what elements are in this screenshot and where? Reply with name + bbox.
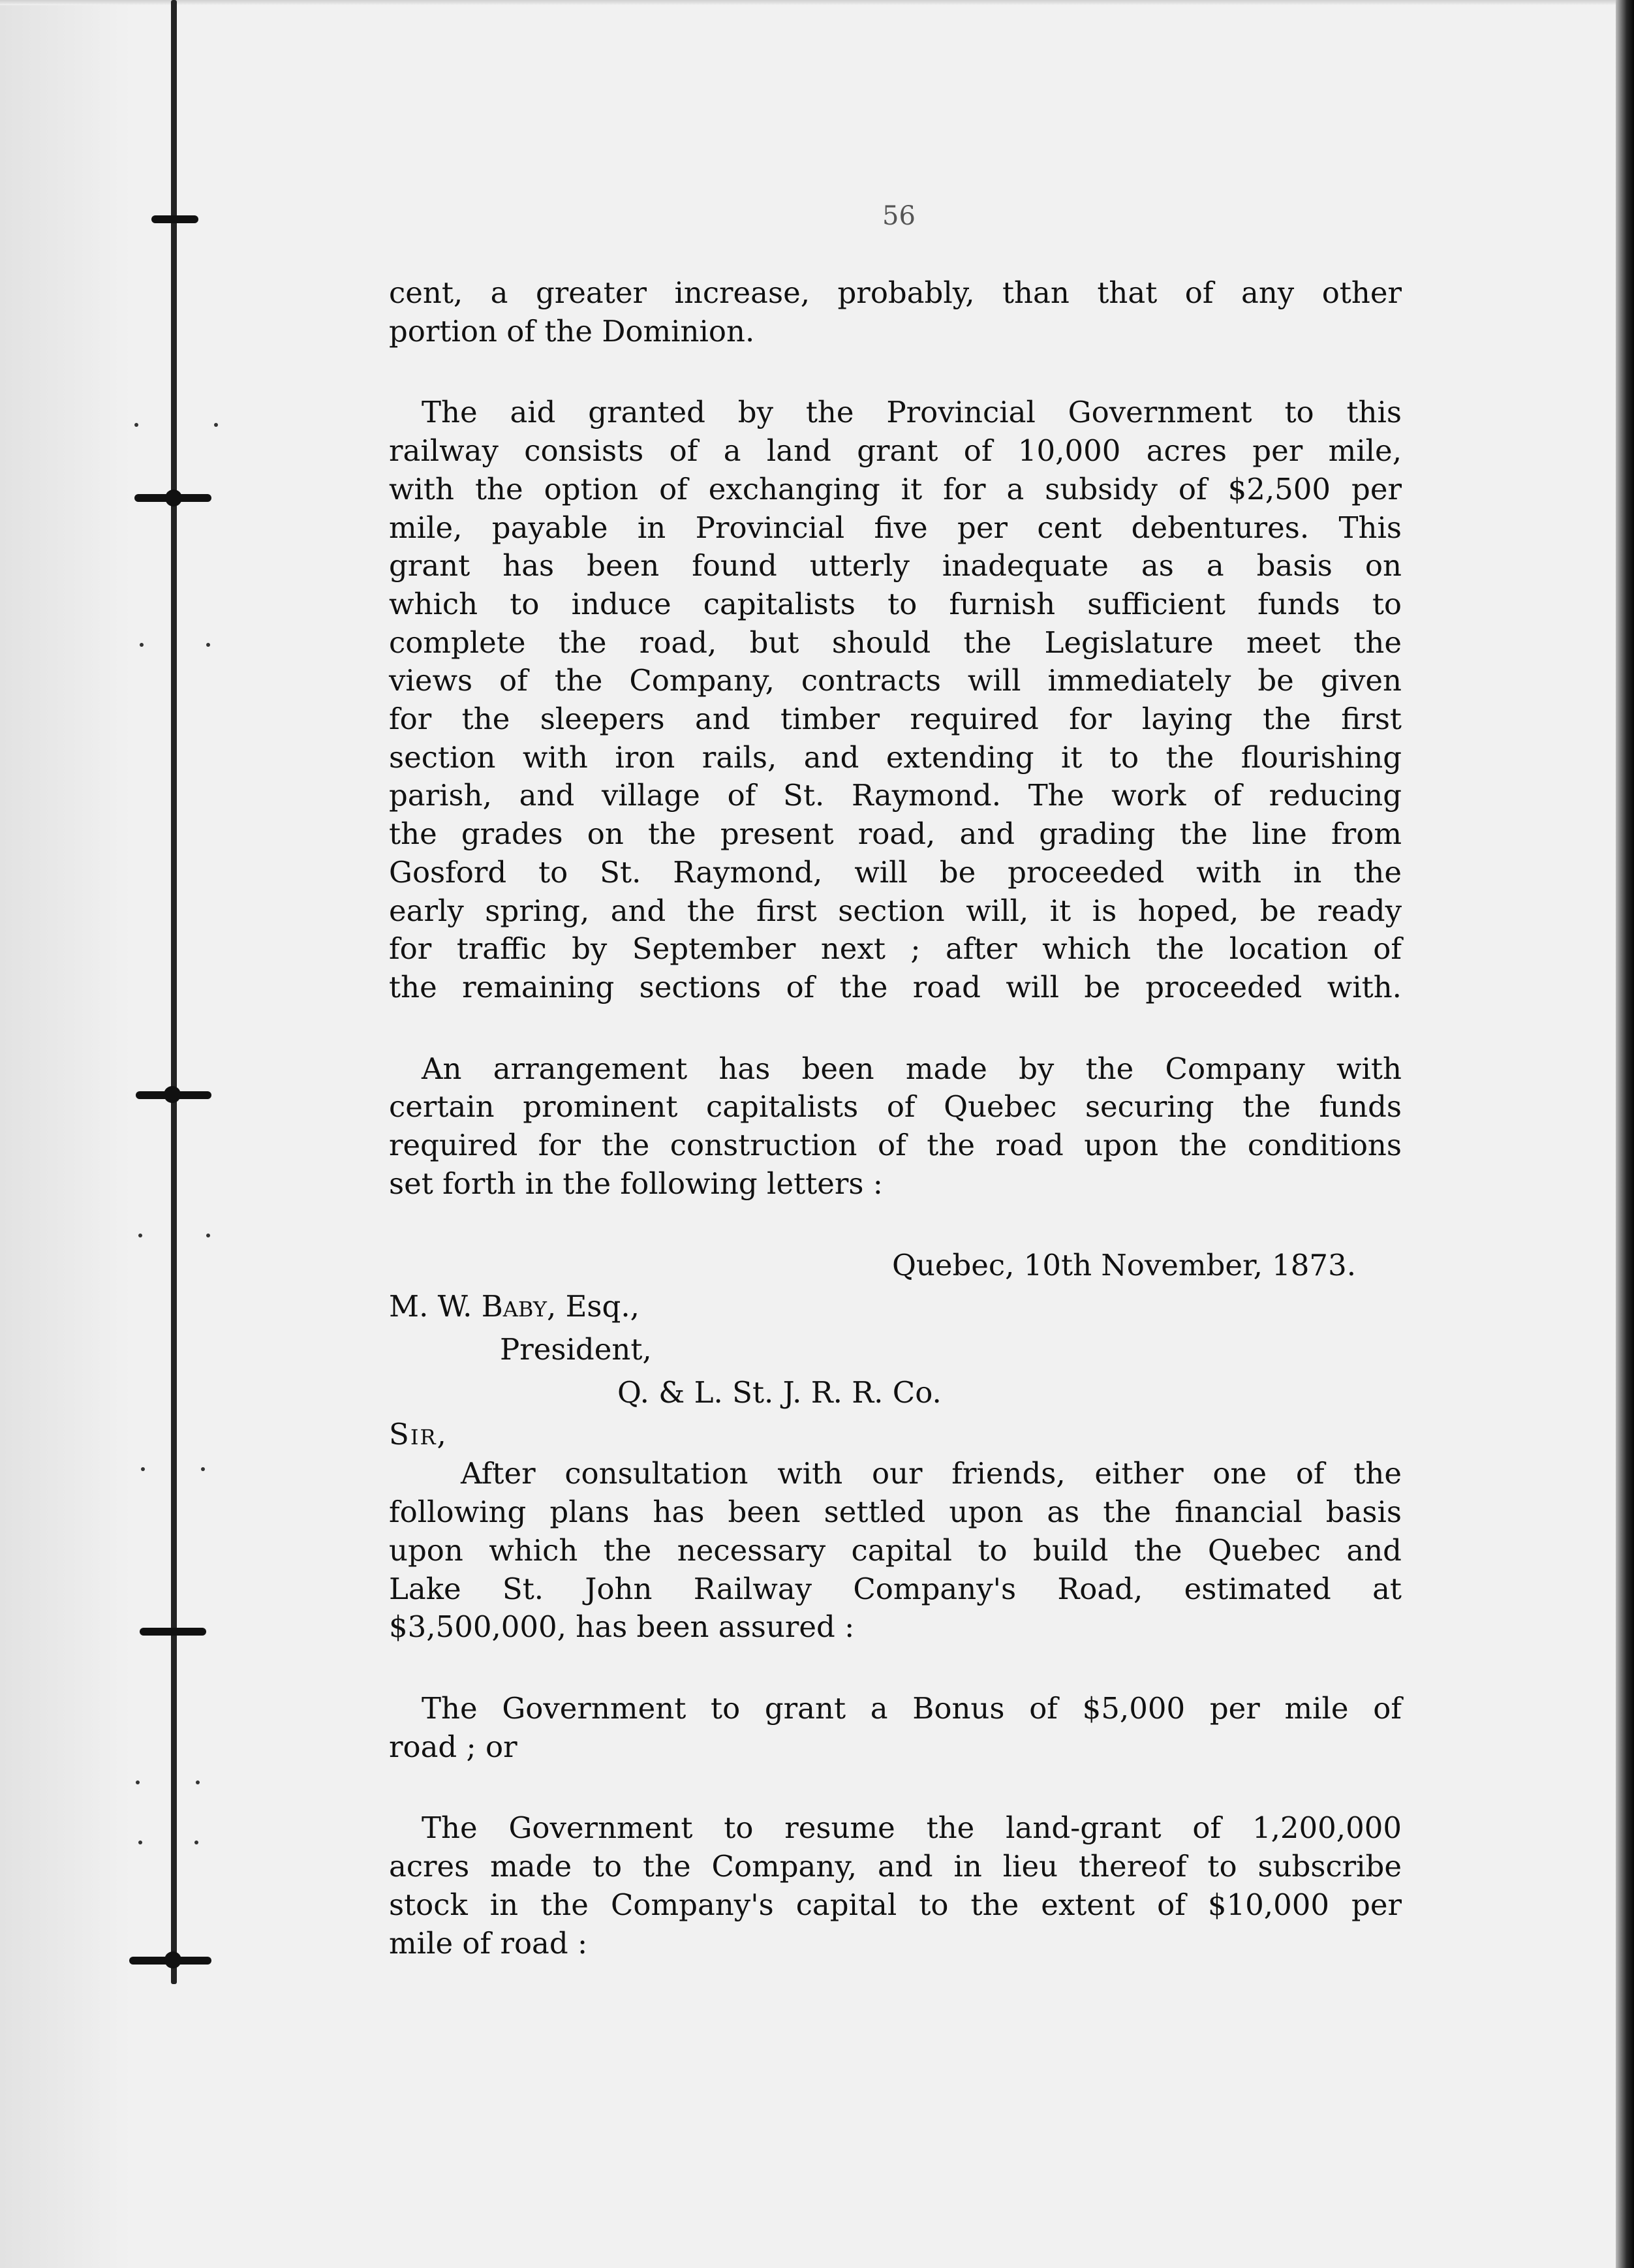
text-line: $3,500,000, has been assured : bbox=[389, 1609, 855, 1645]
text-line: for the sleepers and timber required for laying the first bbox=[389, 702, 1402, 737]
letter-paragraph-bonus bbox=[389, 1690, 1402, 1766]
addressee-title: President, bbox=[500, 1332, 652, 1367]
binding-mark bbox=[206, 1234, 210, 1237]
scan-edge-right bbox=[1616, 0, 1634, 2268]
text-line: Gosford to St. Raymond, will be proceeded with in the bbox=[389, 854, 1402, 890]
addressee-name: Baby bbox=[481, 1289, 547, 1324]
letter-date: Quebec, 10th November, 1873. bbox=[891, 1248, 1356, 1283]
text-line: grant has been found utterly inadequate as a basis on bbox=[389, 548, 1402, 583]
text-line: for traffic by September next ; after which the location of bbox=[389, 931, 1402, 967]
text-line: mile, payable in Provincial five per cent debentures. This bbox=[389, 510, 1402, 545]
binding-stitch bbox=[151, 215, 198, 223]
binding-mark bbox=[201, 1467, 205, 1471]
text-line: with the option of exchanging it for a subsidy of $2,500 per bbox=[389, 471, 1402, 506]
letter-paragraph-plans bbox=[389, 1455, 1402, 1647]
text-line: complete the road, but should the Legislature meet the bbox=[389, 625, 1402, 660]
page-text bbox=[389, 274, 1402, 1963]
letter-addressee bbox=[389, 1285, 1402, 1328]
addressee-company: Q. & L. St. J. R. R. Co. bbox=[617, 1375, 942, 1410]
binding-mark bbox=[138, 1841, 142, 1844]
binding-stitch bbox=[140, 1628, 206, 1636]
text-line: early spring, and the first section will, it is hoped, be ready bbox=[389, 893, 1402, 928]
text-line: mile of road : bbox=[389, 1925, 588, 1961]
binding-mark bbox=[206, 643, 210, 647]
paragraph-arrangement bbox=[389, 1050, 1402, 1204]
binding-thread bbox=[171, 0, 177, 1984]
page-number: 56 bbox=[882, 201, 916, 231]
text-line: set forth in the following letters : bbox=[389, 1166, 883, 1201]
binding-mark bbox=[214, 423, 218, 427]
letter-salutation: Sir, bbox=[389, 1417, 448, 1452]
binding-mark bbox=[141, 1467, 145, 1471]
binding-mark bbox=[134, 423, 138, 427]
paragraph-provincial-aid bbox=[389, 394, 1402, 1006]
binding-mark bbox=[138, 1234, 142, 1237]
text-line: following plans has been settled upon as the financial basis bbox=[389, 1495, 1402, 1530]
text-line: railway consists of a land grant of 10,000 acres per mile, bbox=[389, 433, 1402, 469]
text-line: parish, and village of St. Raymond. The work of reducing bbox=[389, 778, 1402, 813]
binding-knot bbox=[164, 1086, 181, 1103]
text-line: certain prominent capitalists of Quebec securing the funds bbox=[389, 1089, 1402, 1125]
text-line: upon which the necessary capital to build the Quebec and bbox=[389, 1532, 1402, 1568]
text-line: Lake St. John Railway Company's Road, estimated at bbox=[389, 1571, 1402, 1606]
binding-mark bbox=[196, 1780, 200, 1784]
paragraph-continuation bbox=[389, 274, 1402, 350]
addressee-suffix: , Esq., bbox=[546, 1289, 640, 1324]
text-line: An arrangement has been made by the Company with bbox=[422, 1051, 1402, 1086]
scan-edge-top bbox=[0, 0, 1634, 5]
text-line: required for the construction of the road upon the conditions bbox=[389, 1128, 1402, 1163]
text-line: the remaining sections of the road will be proceeded with. bbox=[389, 969, 1402, 1004]
text-line: views of the Company, contracts will immediately be given bbox=[389, 663, 1402, 698]
binding-mark bbox=[194, 1841, 198, 1844]
text-line: section with iron rails, and extending it to the flourishing bbox=[389, 739, 1402, 775]
letter-paragraph-land-grant bbox=[389, 1809, 1402, 1963]
binding-knot bbox=[165, 489, 182, 506]
binding-mark bbox=[140, 643, 144, 647]
text-line: The Government to grant a Bonus of $5,000 per mile of bbox=[422, 1690, 1402, 1726]
text-line: The Government to resume the land-grant of 1,200,000 bbox=[422, 1810, 1402, 1846]
text-line: After consultation with our friends, either one of the bbox=[461, 1456, 1402, 1491]
text-line: The aid granted by the Provincial Government to this bbox=[422, 395, 1402, 430]
text-line: cent, a greater increase, probably, than that of any other bbox=[389, 275, 1402, 310]
text-line: road ; or bbox=[389, 1729, 517, 1764]
binding-mark bbox=[136, 1780, 140, 1784]
text-line: portion of the Dominion. bbox=[389, 313, 755, 349]
text-line: stock in the Company's capital to the extent of $10,000 per bbox=[389, 1887, 1402, 1922]
text-line: the grades on the present road, and grading the line from bbox=[389, 816, 1402, 852]
addressee-initials: M. W. bbox=[389, 1289, 472, 1324]
text-line: acres made to the Company, and in lieu thereof to subscribe bbox=[389, 1849, 1402, 1884]
binding-knot bbox=[164, 1951, 181, 1968]
text-line: which to induce capitalists to furnish sufficient funds to bbox=[389, 586, 1402, 621]
binding-shadow bbox=[0, 0, 131, 2268]
